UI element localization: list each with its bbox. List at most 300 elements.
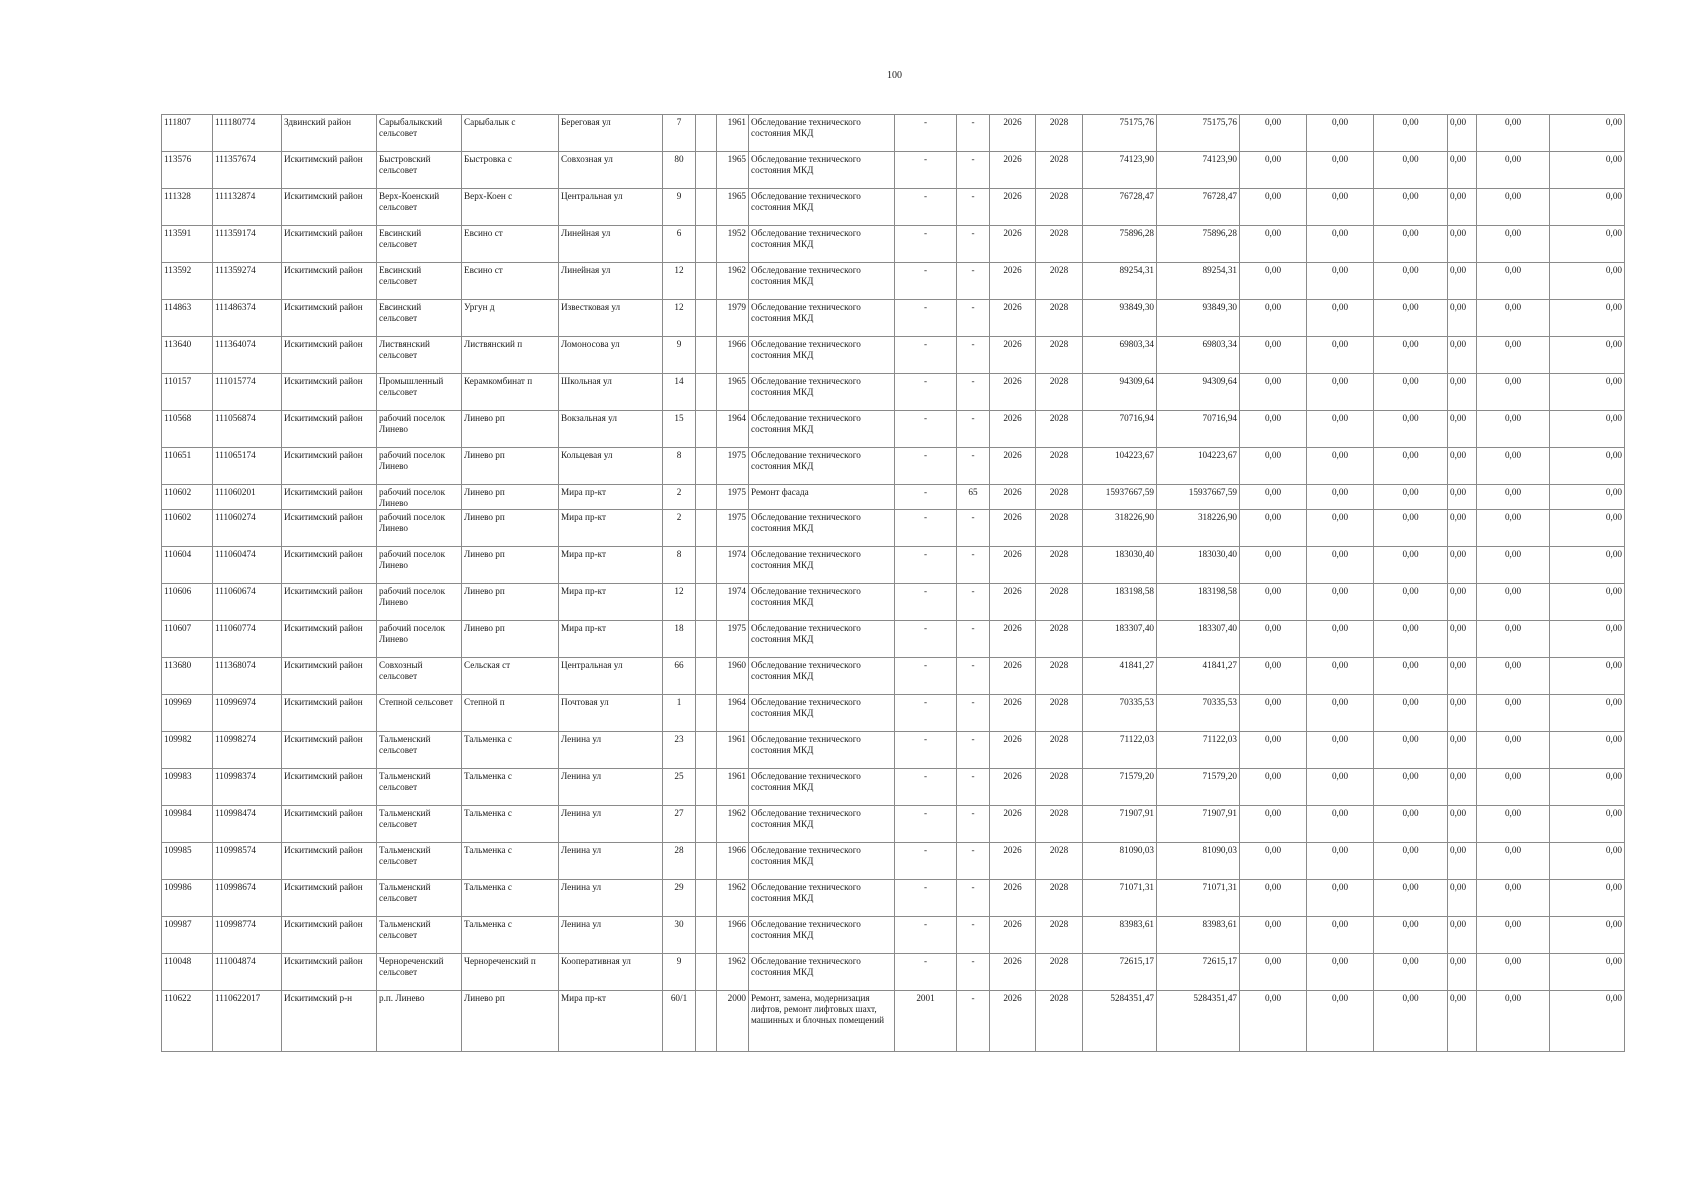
cell-start-year: 2026 xyxy=(990,695,1036,732)
cell-district: Здвинский район xyxy=(282,115,377,152)
cell-end-year: 2028 xyxy=(1036,769,1083,806)
cell-wear-percent: - xyxy=(957,917,990,954)
cell-cost-source-7: 0,00 xyxy=(1550,584,1625,621)
cell-cost-source-1: 69803,34 xyxy=(1157,337,1240,374)
cell-cost-source-4: 0,00 xyxy=(1374,411,1448,448)
cell-cost-source-4: 0,00 xyxy=(1374,991,1448,1052)
cell-municipality: рабочий поселок Линево xyxy=(377,510,462,547)
cell-municipality: Степной сельсовет xyxy=(377,695,462,732)
cell-work-type: Обследование технического состояния МКД xyxy=(749,510,895,547)
cell-cost-source-4: 0,00 xyxy=(1374,584,1448,621)
table-row xyxy=(162,584,1625,621)
cell-municipality: рабочий поселок Линево xyxy=(377,621,462,658)
cell-work-type: Обследование технического состояния МКД xyxy=(749,695,895,732)
cell-commission-year: - xyxy=(895,732,957,769)
cell-cost-source-1: 15937667,59 xyxy=(1157,485,1240,510)
cell-end-year: 2028 xyxy=(1036,411,1083,448)
cell-cost-source-7: 0,00 xyxy=(1550,621,1625,658)
cell-district: Искитимский район xyxy=(282,917,377,954)
cell-district: Искитимский район xyxy=(282,152,377,189)
cell-settlement: Степной п xyxy=(462,695,559,732)
cell-object-id: 110157 xyxy=(162,374,213,411)
cell-object-id: 109983 xyxy=(162,769,213,806)
cell-build-year: 1975 xyxy=(717,510,749,547)
cell-municipality: р.п. Линево xyxy=(377,991,462,1052)
cell-wear-percent: - xyxy=(957,448,990,485)
cell-settlement: Верх-Коен с xyxy=(462,189,559,226)
cell-cost-source-2: 0,00 xyxy=(1240,658,1307,695)
cell-cost-source-4: 0,00 xyxy=(1374,954,1448,991)
cell-cost-source-5: 0,00 xyxy=(1448,843,1477,880)
cell-end-year: 2028 xyxy=(1036,621,1083,658)
cell-total-cost: 81090,03 xyxy=(1083,843,1157,880)
cell-commission-year: - xyxy=(895,226,957,263)
cell-end-year: 2028 xyxy=(1036,991,1083,1052)
cell-cost-source-6: 0,00 xyxy=(1477,732,1550,769)
cell-work-type: Ремонт, замена, модернизация лифтов, ремонт лифтовых шахт, машинных и блочных помещений xyxy=(749,991,895,1052)
cell-commission-year: - xyxy=(895,621,957,658)
cell-settlement: Тальменка с xyxy=(462,917,559,954)
cell-work-type: Обследование технического состояния МКД xyxy=(749,189,895,226)
cell-cost-source-5: 0,00 xyxy=(1448,806,1477,843)
cell-street: Мира пр-кт xyxy=(559,991,663,1052)
cell-cost-source-2: 0,00 xyxy=(1240,189,1307,226)
cell-cost-source-3: 0,00 xyxy=(1307,300,1374,337)
cell-cost-source-5: 0,00 xyxy=(1448,547,1477,584)
cell-district: Искитимский район xyxy=(282,411,377,448)
cell-cost-source-2: 0,00 xyxy=(1240,843,1307,880)
cell-build-year: 1966 xyxy=(717,917,749,954)
cell-letter xyxy=(696,152,717,189)
cell-municipality: Чернореченский сельсовет xyxy=(377,954,462,991)
cell-cost-source-7: 0,00 xyxy=(1550,658,1625,695)
cell-cost-source-5: 0,00 xyxy=(1448,374,1477,411)
cell-district: Искитимский район xyxy=(282,485,377,510)
cell-total-cost: 75175,76 xyxy=(1083,115,1157,152)
cell-cost-source-2: 0,00 xyxy=(1240,448,1307,485)
cell-commission-year: - xyxy=(895,263,957,300)
cell-cost-source-3: 0,00 xyxy=(1307,226,1374,263)
cell-cost-source-6: 0,00 xyxy=(1477,448,1550,485)
cell-build-year: 1962 xyxy=(717,880,749,917)
cell-cost-source-2: 0,00 xyxy=(1240,991,1307,1052)
cell-total-cost: 70335,53 xyxy=(1083,695,1157,732)
cell-build-year: 1952 xyxy=(717,226,749,263)
cell-object-id: 111807 xyxy=(162,115,213,152)
cell-cost-source-3: 0,00 xyxy=(1307,584,1374,621)
cell-commission-year: - xyxy=(895,695,957,732)
cell-end-year: 2028 xyxy=(1036,658,1083,695)
cell-cost-source-3: 0,00 xyxy=(1307,189,1374,226)
cell-house-number: 30 xyxy=(663,917,696,954)
cell-cost-source-7: 0,00 xyxy=(1550,954,1625,991)
cell-cost-source-2: 0,00 xyxy=(1240,411,1307,448)
cell-municipality: Промышленный сельсовет xyxy=(377,374,462,411)
cell-wear-percent: - xyxy=(957,806,990,843)
cell-house-number: 1 xyxy=(663,695,696,732)
table-row xyxy=(162,510,1625,547)
cell-street: Береговая ул xyxy=(559,115,663,152)
cell-letter xyxy=(696,621,717,658)
cell-house-number: 12 xyxy=(663,263,696,300)
cell-house-code: 111060674 xyxy=(213,584,282,621)
cell-street: Ленина ул xyxy=(559,917,663,954)
cell-start-year: 2026 xyxy=(990,843,1036,880)
cell-house-number: 8 xyxy=(663,448,696,485)
cell-cost-source-5: 0,00 xyxy=(1448,300,1477,337)
cell-cost-source-5: 0,00 xyxy=(1448,658,1477,695)
cell-house-code: 111364074 xyxy=(213,337,282,374)
cell-cost-source-2: 0,00 xyxy=(1240,621,1307,658)
cell-cost-source-4: 0,00 xyxy=(1374,152,1448,189)
cell-cost-source-1: 183307,40 xyxy=(1157,621,1240,658)
cell-end-year: 2028 xyxy=(1036,300,1083,337)
cell-house-code: 1110622017 xyxy=(213,991,282,1052)
cell-cost-source-7: 0,00 xyxy=(1550,695,1625,732)
cell-end-year: 2028 xyxy=(1036,695,1083,732)
cell-house-code: 111004874 xyxy=(213,954,282,991)
cell-end-year: 2028 xyxy=(1036,843,1083,880)
table-body xyxy=(162,115,1625,1052)
cell-work-type: Обследование технического состояния МКД xyxy=(749,954,895,991)
cell-settlement: Сарыбалык с xyxy=(462,115,559,152)
cell-start-year: 2026 xyxy=(990,917,1036,954)
cell-start-year: 2026 xyxy=(990,374,1036,411)
cell-cost-source-6: 0,00 xyxy=(1477,954,1550,991)
cell-cost-source-1: 83983,61 xyxy=(1157,917,1240,954)
cell-cost-source-7: 0,00 xyxy=(1550,806,1625,843)
cell-municipality: Тальменский сельсовет xyxy=(377,806,462,843)
cell-object-id: 109985 xyxy=(162,843,213,880)
cell-house-number: 2 xyxy=(663,510,696,547)
cell-street: Почтовая ул xyxy=(559,695,663,732)
cell-cost-source-1: 89254,31 xyxy=(1157,263,1240,300)
cell-cost-source-5: 0,00 xyxy=(1448,115,1477,152)
cell-house-code: 110998474 xyxy=(213,806,282,843)
cell-cost-source-4: 0,00 xyxy=(1374,547,1448,584)
cell-build-year: 2000 xyxy=(717,991,749,1052)
cell-commission-year: - xyxy=(895,152,957,189)
cell-cost-source-4: 0,00 xyxy=(1374,769,1448,806)
table-row xyxy=(162,300,1625,337)
cell-cost-source-2: 0,00 xyxy=(1240,115,1307,152)
cell-cost-source-1: 71579,20 xyxy=(1157,769,1240,806)
cell-start-year: 2026 xyxy=(990,732,1036,769)
cell-municipality: Тальменский сельсовет xyxy=(377,843,462,880)
cell-settlement: Тальменка с xyxy=(462,769,559,806)
cell-cost-source-2: 0,00 xyxy=(1240,152,1307,189)
cell-end-year: 2028 xyxy=(1036,374,1083,411)
cell-cost-source-7: 0,00 xyxy=(1550,411,1625,448)
cell-street: Мира пр-кт xyxy=(559,584,663,621)
cell-municipality: Верх-Коенский сельсовет xyxy=(377,189,462,226)
cell-start-year: 2026 xyxy=(990,485,1036,510)
cell-object-id: 110602 xyxy=(162,510,213,547)
cell-cost-source-2: 0,00 xyxy=(1240,954,1307,991)
cell-cost-source-4: 0,00 xyxy=(1374,880,1448,917)
cell-settlement: Керамкомбинат п xyxy=(462,374,559,411)
cell-start-year: 2026 xyxy=(990,954,1036,991)
cell-cost-source-5: 0,00 xyxy=(1448,880,1477,917)
cell-cost-source-6: 0,00 xyxy=(1477,695,1550,732)
table-row xyxy=(162,732,1625,769)
cell-house-number: 66 xyxy=(663,658,696,695)
cell-municipality: рабочий поселок Линево xyxy=(377,411,462,448)
cell-commission-year: - xyxy=(895,880,957,917)
cell-cost-source-6: 0,00 xyxy=(1477,547,1550,584)
cell-cost-source-7: 0,00 xyxy=(1550,485,1625,510)
cell-cost-source-7: 0,00 xyxy=(1550,547,1625,584)
cell-object-id: 113680 xyxy=(162,658,213,695)
cell-house-number: 9 xyxy=(663,189,696,226)
cell-object-id: 114863 xyxy=(162,300,213,337)
cell-cost-source-1: 71122,03 xyxy=(1157,732,1240,769)
cell-settlement: Чернореченский п xyxy=(462,954,559,991)
cell-cost-source-2: 0,00 xyxy=(1240,226,1307,263)
cell-wear-percent: - xyxy=(957,584,990,621)
cell-settlement: Линево рп xyxy=(462,485,559,510)
cell-street: Центральная ул xyxy=(559,189,663,226)
cell-build-year: 1962 xyxy=(717,954,749,991)
cell-cost-source-6: 0,00 xyxy=(1477,880,1550,917)
cell-total-cost: 70716,94 xyxy=(1083,411,1157,448)
cell-district: Искитимский р-н xyxy=(282,991,377,1052)
cell-house-number: 12 xyxy=(663,300,696,337)
cell-letter xyxy=(696,115,717,152)
cell-cost-source-6: 0,00 xyxy=(1477,374,1550,411)
cell-letter xyxy=(696,880,717,917)
cell-municipality: рабочий поселок Линево xyxy=(377,485,462,510)
cell-cost-source-1: 94309,64 xyxy=(1157,374,1240,411)
cell-cost-source-6: 0,00 xyxy=(1477,769,1550,806)
cell-total-cost: 94309,64 xyxy=(1083,374,1157,411)
table-row xyxy=(162,411,1625,448)
cell-end-year: 2028 xyxy=(1036,448,1083,485)
cell-cost-source-1: 71907,91 xyxy=(1157,806,1240,843)
cell-object-id: 110048 xyxy=(162,954,213,991)
cell-street: Ленина ул xyxy=(559,880,663,917)
cell-cost-source-4: 0,00 xyxy=(1374,806,1448,843)
cell-cost-source-7: 0,00 xyxy=(1550,880,1625,917)
cell-cost-source-4: 0,00 xyxy=(1374,485,1448,510)
cell-settlement: Евсино ст xyxy=(462,263,559,300)
cell-house-code: 110998374 xyxy=(213,769,282,806)
cell-municipality: Быстровский сельсовет xyxy=(377,152,462,189)
cell-wear-percent: - xyxy=(957,880,990,917)
cell-cost-source-2: 0,00 xyxy=(1240,337,1307,374)
cell-street: Вокзальная ул xyxy=(559,411,663,448)
cell-municipality: рабочий поселок Линево xyxy=(377,584,462,621)
cell-start-year: 2026 xyxy=(990,880,1036,917)
cell-cost-source-5: 0,00 xyxy=(1448,991,1477,1052)
cell-house-code: 110998274 xyxy=(213,732,282,769)
cell-street: Известковая ул xyxy=(559,300,663,337)
cell-work-type: Обследование технического состояния МКД xyxy=(749,880,895,917)
cell-letter xyxy=(696,954,717,991)
cell-cost-source-4: 0,00 xyxy=(1374,448,1448,485)
cell-build-year: 1966 xyxy=(717,843,749,880)
cell-settlement: Линево рп xyxy=(462,991,559,1052)
cell-object-id: 109969 xyxy=(162,695,213,732)
cell-work-type: Обследование технического состояния МКД xyxy=(749,843,895,880)
cell-work-type: Обследование технического состояния МКД xyxy=(749,337,895,374)
cell-house-number: 15 xyxy=(663,411,696,448)
cell-build-year: 1965 xyxy=(717,189,749,226)
cell-street: Ленина ул xyxy=(559,843,663,880)
cell-cost-source-2: 0,00 xyxy=(1240,880,1307,917)
cell-house-number: 6 xyxy=(663,226,696,263)
cell-build-year: 1961 xyxy=(717,769,749,806)
cell-cost-source-3: 0,00 xyxy=(1307,621,1374,658)
cell-end-year: 2028 xyxy=(1036,954,1083,991)
cell-wear-percent: - xyxy=(957,510,990,547)
cell-cost-source-3: 0,00 xyxy=(1307,374,1374,411)
cell-cost-source-2: 0,00 xyxy=(1240,263,1307,300)
cell-house-code: 111359174 xyxy=(213,226,282,263)
cell-build-year: 1965 xyxy=(717,374,749,411)
cell-cost-source-7: 0,00 xyxy=(1550,300,1625,337)
cell-commission-year: - xyxy=(895,769,957,806)
cell-cost-source-1: 81090,03 xyxy=(1157,843,1240,880)
cell-cost-source-5: 0,00 xyxy=(1448,769,1477,806)
cell-cost-source-2: 0,00 xyxy=(1240,374,1307,411)
cell-cost-source-2: 0,00 xyxy=(1240,732,1307,769)
cell-street: Школьная ул xyxy=(559,374,663,411)
cell-object-id: 113591 xyxy=(162,226,213,263)
cell-municipality: Совхозный сельсовет xyxy=(377,658,462,695)
cell-cost-source-1: 71071,31 xyxy=(1157,880,1240,917)
cell-build-year: 1964 xyxy=(717,411,749,448)
table-row xyxy=(162,658,1625,695)
cell-build-year: 1961 xyxy=(717,732,749,769)
cell-cost-source-3: 0,00 xyxy=(1307,769,1374,806)
cell-total-cost: 15937667,59 xyxy=(1083,485,1157,510)
cell-letter xyxy=(696,411,717,448)
cell-end-year: 2028 xyxy=(1036,880,1083,917)
cell-start-year: 2026 xyxy=(990,226,1036,263)
register-table xyxy=(161,114,1625,1052)
cell-cost-source-3: 0,00 xyxy=(1307,411,1374,448)
table-row xyxy=(162,374,1625,411)
cell-total-cost: 69803,34 xyxy=(1083,337,1157,374)
cell-start-year: 2026 xyxy=(990,547,1036,584)
cell-cost-source-6: 0,00 xyxy=(1477,263,1550,300)
cell-cost-source-3: 0,00 xyxy=(1307,263,1374,300)
cell-cost-source-6: 0,00 xyxy=(1477,621,1550,658)
cell-street: Центральная ул xyxy=(559,658,663,695)
cell-cost-source-1: 76728,47 xyxy=(1157,189,1240,226)
cell-street: Мира пр-кт xyxy=(559,485,663,510)
cell-end-year: 2028 xyxy=(1036,485,1083,510)
cell-house-number: 12 xyxy=(663,584,696,621)
cell-settlement: Линево рп xyxy=(462,448,559,485)
cell-settlement: Ургун д xyxy=(462,300,559,337)
cell-end-year: 2028 xyxy=(1036,115,1083,152)
table-row xyxy=(162,337,1625,374)
cell-wear-percent: - xyxy=(957,954,990,991)
cell-street: Ленина ул xyxy=(559,732,663,769)
cell-start-year: 2026 xyxy=(990,991,1036,1052)
cell-cost-source-3: 0,00 xyxy=(1307,337,1374,374)
cell-end-year: 2028 xyxy=(1036,337,1083,374)
cell-commission-year: 2001 xyxy=(895,991,957,1052)
cell-cost-source-5: 0,00 xyxy=(1448,621,1477,658)
cell-object-id: 111328 xyxy=(162,189,213,226)
cell-letter xyxy=(696,189,717,226)
cell-street: Ленина ул xyxy=(559,806,663,843)
cell-build-year: 1975 xyxy=(717,485,749,510)
cell-cost-source-3: 0,00 xyxy=(1307,732,1374,769)
cell-cost-source-4: 0,00 xyxy=(1374,337,1448,374)
cell-cost-source-1: 41841,27 xyxy=(1157,658,1240,695)
cell-total-cost: 76728,47 xyxy=(1083,189,1157,226)
cell-municipality: рабочий поселок Линево xyxy=(377,547,462,584)
cell-build-year: 1975 xyxy=(717,621,749,658)
cell-cost-source-6: 0,00 xyxy=(1477,189,1550,226)
cell-house-number: 27 xyxy=(663,806,696,843)
cell-total-cost: 104223,67 xyxy=(1083,448,1157,485)
cell-cost-source-3: 0,00 xyxy=(1307,485,1374,510)
cell-cost-source-4: 0,00 xyxy=(1374,658,1448,695)
cell-cost-source-6: 0,00 xyxy=(1477,584,1550,621)
table-row xyxy=(162,769,1625,806)
cell-cost-source-4: 0,00 xyxy=(1374,843,1448,880)
cell-cost-source-2: 0,00 xyxy=(1240,300,1307,337)
table-row xyxy=(162,115,1625,152)
cell-object-id: 110602 xyxy=(162,485,213,510)
cell-wear-percent: - xyxy=(957,732,990,769)
table-row xyxy=(162,152,1625,189)
cell-object-id: 110651 xyxy=(162,448,213,485)
cell-total-cost: 5284351,47 xyxy=(1083,991,1157,1052)
cell-cost-source-7: 0,00 xyxy=(1550,374,1625,411)
cell-object-id: 109987 xyxy=(162,917,213,954)
cell-house-number: 29 xyxy=(663,880,696,917)
cell-street: Мира пр-кт xyxy=(559,510,663,547)
cell-work-type: Обследование технического состояния МКД xyxy=(749,263,895,300)
cell-street: Кольцевая ул xyxy=(559,448,663,485)
cell-start-year: 2026 xyxy=(990,189,1036,226)
cell-cost-source-4: 0,00 xyxy=(1374,115,1448,152)
cell-commission-year: - xyxy=(895,300,957,337)
cell-build-year: 1960 xyxy=(717,658,749,695)
cell-start-year: 2026 xyxy=(990,806,1036,843)
cell-district: Искитимский район xyxy=(282,300,377,337)
cell-commission-year: - xyxy=(895,337,957,374)
cell-commission-year: - xyxy=(895,547,957,584)
cell-total-cost: 83983,61 xyxy=(1083,917,1157,954)
cell-work-type: Обследование технического состояния МКД xyxy=(749,658,895,695)
cell-house-code: 111132874 xyxy=(213,189,282,226)
cell-work-type: Обследование технического состояния МКД xyxy=(749,300,895,337)
cell-house-number: 9 xyxy=(663,337,696,374)
cell-cost-source-4: 0,00 xyxy=(1374,189,1448,226)
cell-letter xyxy=(696,658,717,695)
cell-object-id: 109982 xyxy=(162,732,213,769)
cell-cost-source-5: 0,00 xyxy=(1448,917,1477,954)
cell-start-year: 2026 xyxy=(990,337,1036,374)
cell-cost-source-6: 0,00 xyxy=(1477,510,1550,547)
cell-start-year: 2026 xyxy=(990,658,1036,695)
cell-wear-percent: - xyxy=(957,115,990,152)
cell-cost-source-6: 0,00 xyxy=(1477,843,1550,880)
cell-cost-source-3: 0,00 xyxy=(1307,115,1374,152)
cell-wear-percent: - xyxy=(957,621,990,658)
table-row xyxy=(162,695,1625,732)
cell-letter xyxy=(696,485,717,510)
cell-end-year: 2028 xyxy=(1036,263,1083,300)
cell-start-year: 2026 xyxy=(990,115,1036,152)
